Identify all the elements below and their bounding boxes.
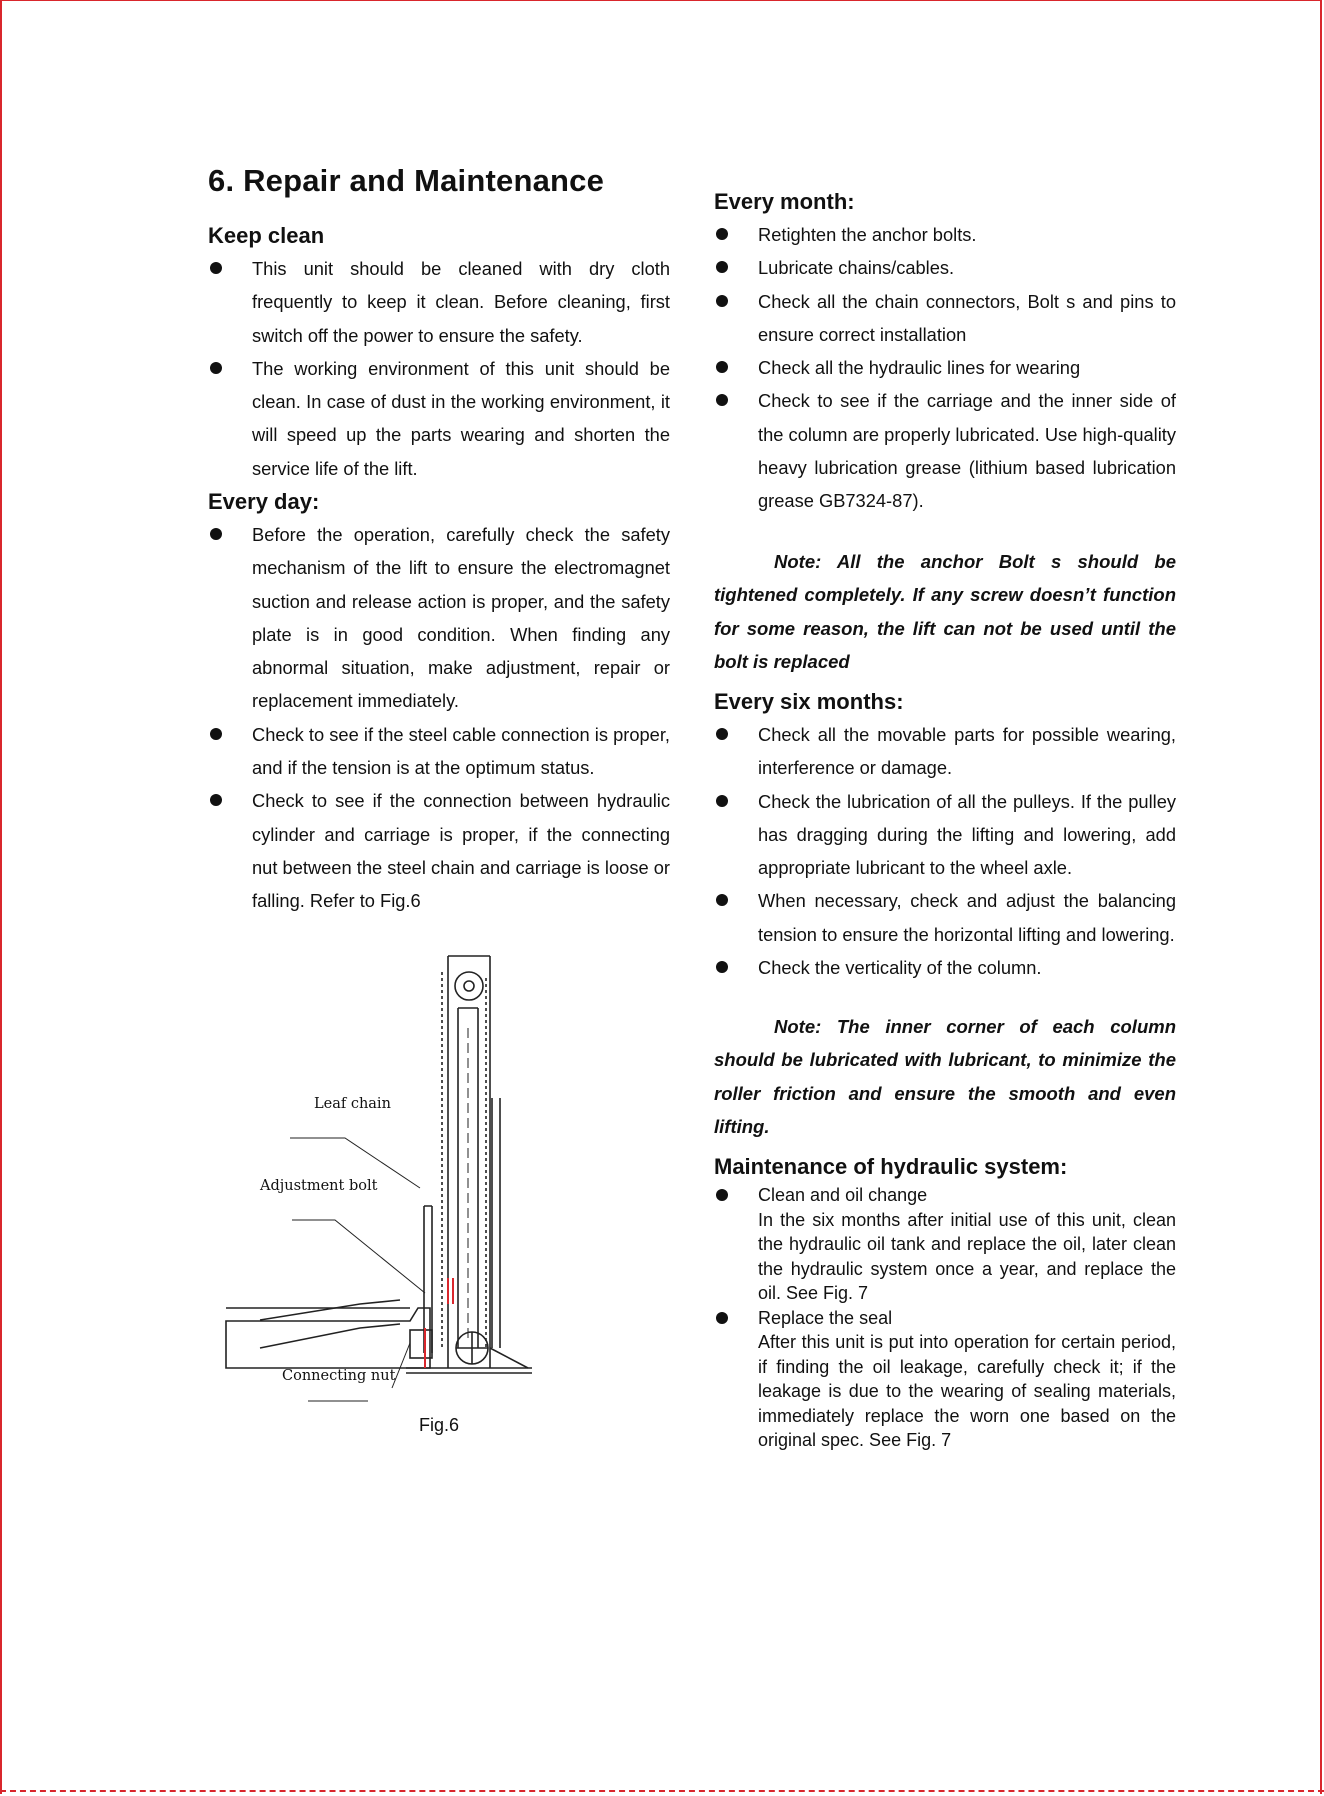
every-month-list bbox=[714, 218, 1176, 518]
item-title: Replace the seal bbox=[758, 1307, 893, 1328]
list-item: Before the operation, carefully check the safety mechanism of the lift to ensure the electromagnet suction and release action is proper, and the safety plate is in good condition. When finding any abnormal situation, make adjustment, repair or replacement immediately. bbox=[208, 518, 670, 718]
list-item: When necessary, check and adjust the balancing tension to ensure the horizontal lifting and lowering. bbox=[714, 884, 1176, 951]
item-title: Clean and oil change bbox=[758, 1185, 928, 1205]
list-item: Check all the movable parts for possible wearing, interference or damage. bbox=[714, 718, 1176, 785]
page-title: 6. Repair and Maintenance bbox=[208, 163, 605, 198]
every-six-months-heading: Every six months: bbox=[714, 689, 904, 714]
list-item bbox=[714, 1306, 1176, 1453]
figure-caption: Fig.6 bbox=[419, 1415, 460, 1435]
list-item: Check the verticality of the column. bbox=[714, 951, 1176, 984]
list-item: Retighten the anchor bolts. bbox=[714, 218, 1176, 251]
list-item: Check to see if the connection between hydraulic cylinder and carriage is proper, if the connecting nut between the steel chain and carriage is loose or falling. Refer to Fig.6 bbox=[208, 784, 670, 917]
list-item bbox=[714, 1183, 1176, 1306]
item-text: After this unit is put into operation for certain period, if finding the oil leakage, carefully check it; if the leakage is due to the wearing of sealing materials, immediately replace the worn one based on the original spec. See Fig. 7 bbox=[758, 1332, 1176, 1450]
list-item: The working environment of this unit should be clean. In case of dust in the working environment, it will speed up the parts wearing and shorten the service life of the lift. bbox=[208, 352, 670, 485]
connecting-nut-label: Connecting nut bbox=[282, 1368, 396, 1384]
list-item: Check the lubrication of all the pulleys. If the pulley has dragging during the lifting and lowering, add appropriate lubricant to the wheel axle. bbox=[714, 785, 1176, 885]
list-item: Check all the hydraulic lines for wearing bbox=[714, 351, 1176, 384]
page-bottom-border bbox=[0, 1790, 1324, 1792]
leaf-chain-label: Leaf chain bbox=[314, 1096, 391, 1112]
every-day-heading: Every day: bbox=[208, 489, 320, 514]
lubrication-note: Note: The inner corner of each column should be lubricated with lubricant, to minimize the roller friction and ensure the smooth and even lifting. bbox=[714, 1016, 1176, 1137]
adjustment-bolt-label: Adjustment bolt bbox=[260, 1178, 378, 1194]
item-text: In the six months after initial use of this unit, clean the hydraulic oil tank and replace the oil, later clean the hydraulic system once a year, and replace the oil. See Fig. 7 bbox=[758, 1209, 1176, 1303]
keep-clean-heading: Keep clean bbox=[208, 223, 325, 248]
lift-column-figure bbox=[220, 948, 550, 1408]
list-item: Check to see if the carriage and the inner side of the column are properly lubricated. Use high-quality heavy lubrication grease (lithium based lubrication grease GB7324-87). bbox=[714, 384, 1176, 517]
list-item: This unit should be cleaned with dry cloth frequently to keep it clean. Before cleaning, first switch off the power to ensure the safety. bbox=[208, 252, 670, 352]
every-day-list bbox=[208, 518, 670, 918]
keep-clean-list bbox=[208, 252, 670, 485]
every-six-months-list bbox=[714, 718, 1176, 984]
every-month-heading: Every month: bbox=[714, 189, 855, 214]
anchor-bolt-note: Note: All the anchor Bolt s should be tightened completely. If any screw doesn’t function for some reason, the lift can not be used until the bolt is replaced bbox=[714, 551, 1176, 672]
list-item: Check all the chain connectors, Bolt s and pins to ensure correct installation bbox=[714, 285, 1176, 352]
list-item: Lubricate chains/cables. bbox=[714, 251, 1176, 284]
list-item: Check to see if the steel cable connection is proper, and if the tension is at the optimum status. bbox=[208, 718, 670, 785]
hydraulic-heading: Maintenance of hydraulic system: bbox=[714, 1154, 1068, 1179]
hydraulic-list bbox=[714, 1183, 1176, 1453]
